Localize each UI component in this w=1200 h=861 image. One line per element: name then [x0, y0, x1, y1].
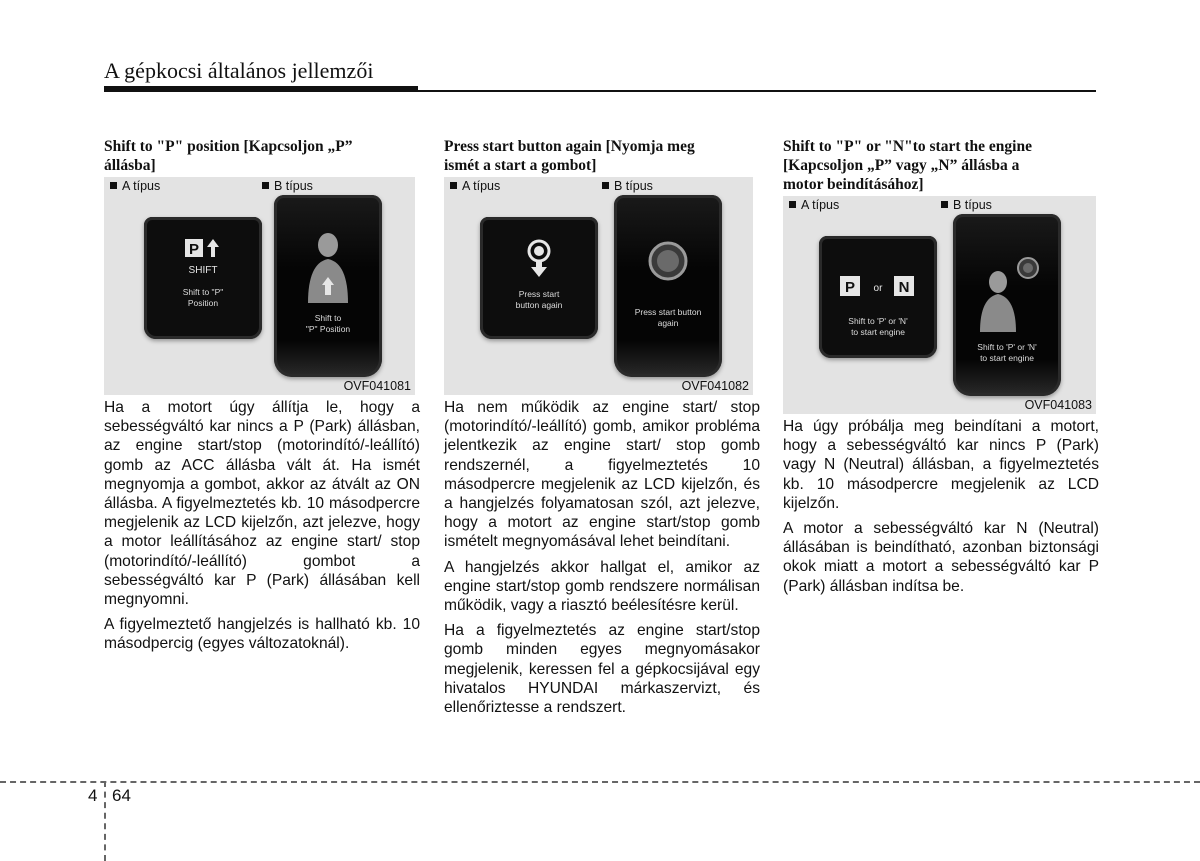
column-3 [783, 137, 1099, 602]
header-rule-thin [418, 90, 1096, 92]
svg-text:SHIFT: SHIFT [188, 265, 218, 276]
driver-start-icon [953, 254, 1061, 339]
type-a-label: A típus [789, 198, 839, 212]
body-paragraph: Ha a figyelmeztetés az engine start/stop gomb minden egyes megnyomásakor megjelenik, keressen fel a gépkocsijával egy hivatalos HYUNDAI márkaszervizt, és ellenőriztesse a rendszert. [444, 622, 760, 717]
lcd-text: Press start button again [515, 289, 563, 310]
svg-text:P: P [188, 241, 200, 258]
lcd-display-type-b [274, 195, 382, 377]
bullet-square-icon [262, 182, 269, 189]
type-b-label: B típus [262, 179, 313, 193]
type-b-label: B típus [941, 198, 992, 212]
lcd-text: Shift to 'P' or 'N' to start engine [977, 342, 1037, 363]
page-number: 64 [112, 786, 131, 805]
lcd-display-type-a [480, 217, 598, 339]
footer-vertical-divider [104, 781, 106, 861]
body-paragraph: A motor a sebességváltó kar N (Neutral) állásában is beindítható, azonban biztonsági okok miatt a motort a sebességváltó kar P (Park) állásban indítsa be. [783, 520, 1099, 595]
chapter-number: 4 [88, 786, 98, 805]
column-1 [104, 137, 420, 660]
lcd-display-type-b [614, 195, 722, 377]
svg-text:N: N [898, 279, 910, 296]
lcd-figure [783, 196, 1096, 414]
figure-code: OVF041081 [343, 379, 411, 393]
body-paragraph: Ha úgy próbálja meg beindítani a motort, hogy a sebességváltó kar nincs P (Park) vagy N (Neutral) állásban, a figyelmeztetés kb. 10 másodpercre megjelenik az LCD kijelzőn. [783, 418, 1099, 512]
lcd-text: Shift to "P" Position [182, 287, 224, 308]
lcd-display-type-a [819, 236, 937, 358]
section-heading: Shift to "P" position [Kapcsoljon „P” állásba] [104, 138, 353, 174]
bullet-square-icon [789, 201, 796, 208]
lcd-display-type-b [953, 214, 1061, 396]
start-button-icon [614, 239, 722, 288]
lcd-text: Shift to "P" Position [305, 313, 351, 334]
body-paragraph: A hangjelzés akkor hallgat el, amikor az engine start/stop gomb rendszere normálisan működik, vagy a riasztó beélesítésre kerül. [444, 558, 760, 615]
bullet-square-icon [110, 182, 117, 189]
body-paragraph: Ha a motort úgy állítja le, hogy a sebességváltó kar nincs a P (Park) állásban, az engine start/stop (motorindító/-leállító) gomb az ACC állásba vált át. Ha ismét megnyomja a gombot, akkor az átvált az ON állásba. A figyelmeztetés kb. 10 másodpercre megjelenik az LCD kijelzőn, azt jelezve, hogy a motor leállításához az engine start/ stop (motorindító/-leállító) gombot a sebességváltó kar P (Park) állásában kell megnyomni. [104, 399, 420, 609]
figure-code: OVF041083 [1024, 398, 1092, 412]
svg-text:or: or [873, 283, 883, 294]
lcd-display-type-a [144, 217, 262, 339]
page-title: A gépkocsi általános jellemzői [104, 58, 374, 83]
column-2 [444, 137, 760, 723]
type-b-label: B típus [602, 179, 653, 193]
lcd-text: Shift to 'P' or 'N' to start engine [848, 316, 908, 337]
section-heading: Press start button again [Nyomja meg ismét a start a gombot] [444, 138, 695, 174]
lcd-text: Press start button again [634, 307, 702, 328]
body-paragraph: A figyelmeztető hangjelzés is hallható kb. 10 másodpercig (egyes változatoknál). [104, 616, 420, 653]
svg-text:P: P [844, 279, 856, 296]
body-paragraph: Ha nem működik az engine start/ stop (motorindító/-leállító) gomb, amikor probléma jelentkezik az engine start/ stop gomb rendszernél, a figyelmeztetés 10 másodpercre megjelenik az LCD kijelzőn, és a hangjelzés folyamatosan szól, azt jelezve, hogy a motort az engine start/stop gomb ismételt megnyomásával lehet beindítani. [444, 399, 760, 551]
bullet-square-icon [450, 182, 457, 189]
type-a-label: A típus [110, 179, 160, 193]
section-heading: Shift to "P" or "N"to start the engine [Kapcsoljon „P” vagy „N” állásba a motor beindításához] [783, 138, 1032, 193]
lcd-figure [444, 177, 753, 395]
header-rule [104, 86, 418, 92]
figure-code: OVF041082 [681, 379, 749, 393]
bullet-square-icon [602, 182, 609, 189]
driver-silhouette-icon [274, 225, 382, 310]
lcd-figure [104, 177, 415, 395]
p-shift-icon [144, 237, 262, 282]
bullet-square-icon [941, 201, 948, 208]
press-button-icon [480, 239, 598, 284]
type-a-label: A típus [450, 179, 500, 193]
p-or-n-icon [819, 274, 937, 305]
footer-divider [0, 781, 1200, 783]
